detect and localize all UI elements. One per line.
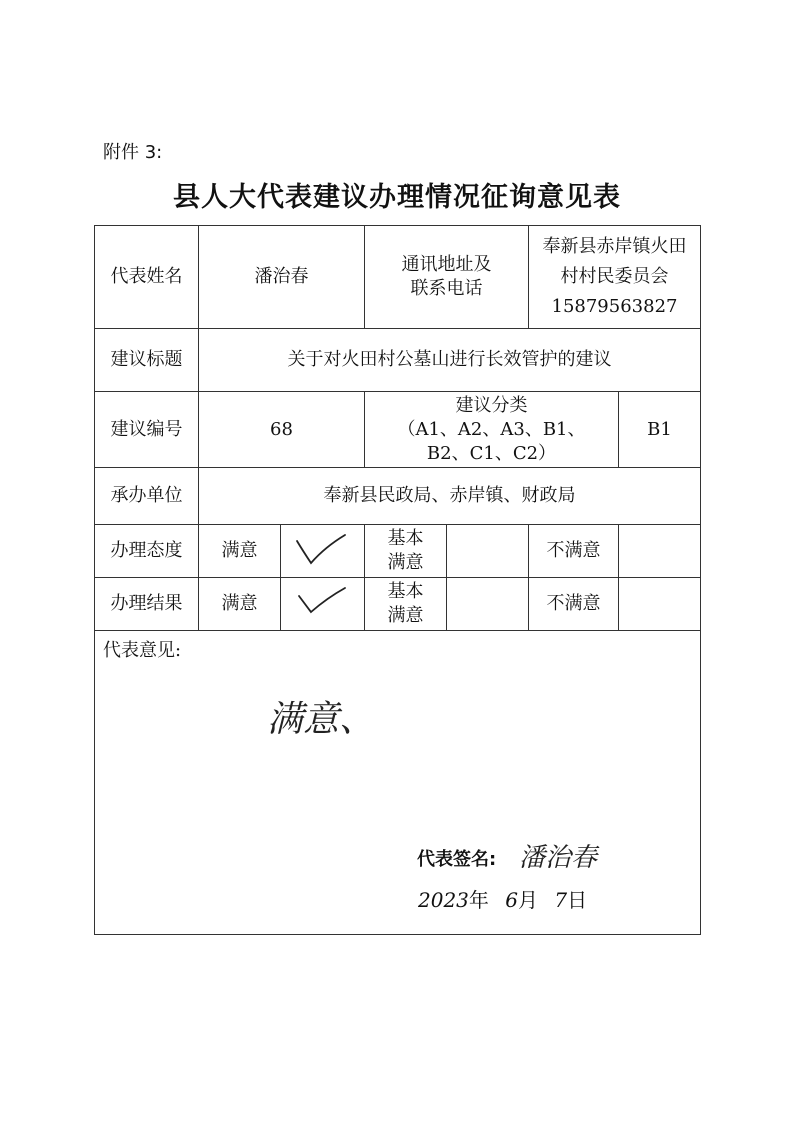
opinion-label: 代表意见: — [103, 640, 182, 661]
unit-label: 承办单位 — [95, 468, 199, 525]
day-char: 日 — [567, 888, 588, 912]
attitude-unsatisfied-box[interactable] — [619, 525, 701, 578]
date-day: 7 — [554, 888, 568, 912]
basic-line1: 基本 — [387, 581, 424, 602]
attitude-label: 办理态度 — [95, 525, 199, 578]
category-label — [365, 392, 619, 468]
address-line1: 奉新县赤岸镇火田 — [542, 236, 687, 257]
result-unsatisfied-box[interactable] — [619, 578, 701, 631]
number-label: 建议编号 — [95, 392, 199, 468]
check-mark-icon — [285, 582, 355, 626]
contact-label-line2: 联系电话 — [410, 278, 483, 299]
form-title: 县人大代表建议办理情况征询意见表 — [173, 182, 621, 213]
signature-date — [418, 888, 587, 912]
result-satisfied-box[interactable] — [281, 578, 365, 631]
result-basic-box[interactable] — [447, 578, 529, 631]
signature-label: 代表签名: — [417, 849, 497, 870]
category-label-line3: B2、C1、C2） — [426, 442, 557, 464]
handling-unit: 奉新县民政局、赤岸镇、财政局 — [199, 468, 701, 525]
contact-info — [529, 226, 701, 329]
row-title — [95, 329, 701, 392]
basic-line2: 满意 — [387, 605, 424, 626]
date-month: 6 — [505, 888, 518, 912]
attachment-label: 附件 3: — [103, 142, 163, 163]
basic-line2: 满意 — [387, 552, 424, 573]
row-representative — [95, 226, 701, 329]
contact-label-line1: 通讯地址及 — [401, 254, 492, 275]
row-attitude — [95, 525, 701, 578]
phone-number: 15879563827 — [551, 296, 678, 317]
contact-label — [365, 226, 529, 329]
row-opinion — [95, 631, 701, 935]
attitude-basic-box[interactable] — [447, 525, 529, 578]
row-number — [95, 392, 701, 468]
signature-text: 潘治春 — [519, 843, 598, 873]
category-value: B1 — [619, 392, 701, 468]
result-unsatisfied-label: 不满意 — [529, 578, 619, 631]
result-basic-label — [365, 578, 447, 631]
attitude-basic-label — [365, 525, 447, 578]
opinion-cell[interactable] — [95, 631, 701, 935]
suggestion-number: 68 — [199, 392, 365, 468]
basic-line1: 基本 — [387, 528, 424, 549]
date-year: 2023 — [418, 888, 469, 912]
handwritten-opinion — [95, 631, 701, 935]
title-label: 建议标题 — [95, 329, 199, 392]
suggestion-title: 关于对火田村公墓山进行长效管护的建议 — [199, 329, 701, 392]
opinion-form-table — [94, 225, 701, 935]
attitude-satisfied-box[interactable] — [281, 525, 365, 578]
attitude-satisfied-label: 满意 — [199, 525, 281, 578]
handwritten-signature — [515, 836, 655, 876]
rep-name-label: 代表姓名 — [95, 226, 199, 329]
attitude-unsatisfied-label: 不满意 — [529, 525, 619, 578]
handwritten-opinion-text: 满意、 — [267, 699, 376, 740]
row-unit — [95, 468, 701, 525]
row-result — [95, 578, 701, 631]
result-satisfied-label: 满意 — [199, 578, 281, 631]
check-mark-icon — [285, 529, 355, 573]
month-char: 月 — [518, 888, 538, 912]
result-label: 办理结果 — [95, 578, 199, 631]
category-label-line2: （A1、A2、A3、B1、 — [397, 418, 586, 440]
category-label-line1: 建议分类 — [455, 394, 528, 416]
year-char: 年 — [468, 888, 489, 912]
address-line2: 村村民委员会 — [560, 266, 669, 287]
rep-name: 潘治春 — [199, 226, 365, 329]
